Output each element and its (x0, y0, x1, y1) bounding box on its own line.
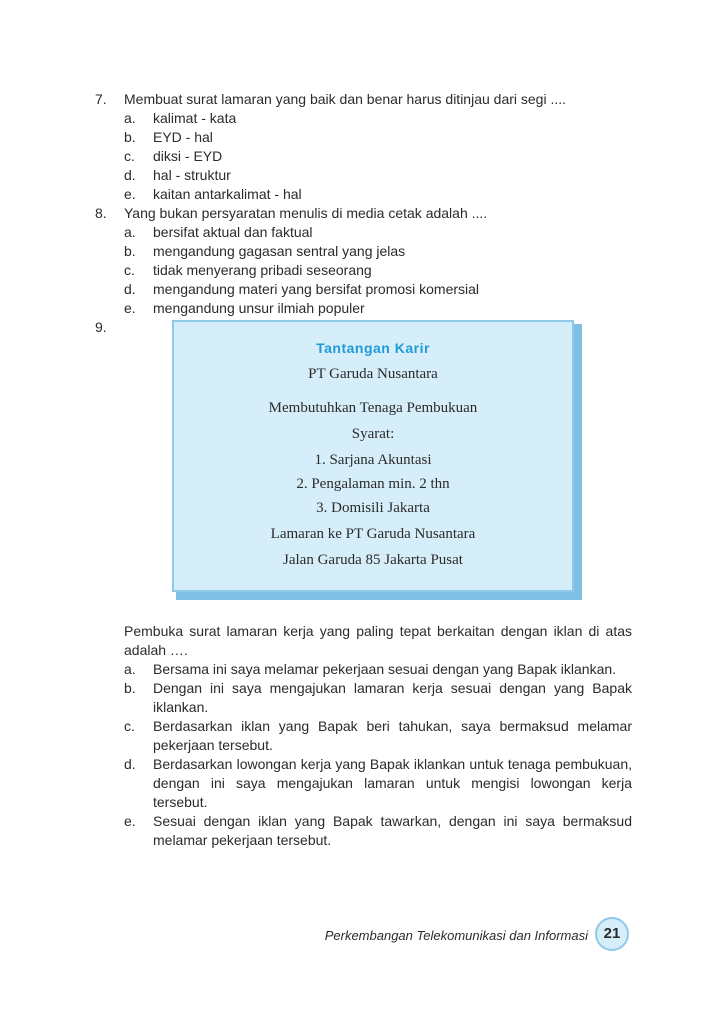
option-a: a. bersifat aktual dan faktual (124, 224, 313, 240)
ad-address: Jalan Garuda 85 Jakarta Pusat (283, 552, 463, 568)
ad-apply-to: Lamaran ke PT Garuda Nusantara (270, 526, 476, 542)
option-a: a. Bersama ini saya melamar pekerjaan sesuai dengan yang Bapak iklankan. (124, 661, 617, 677)
ad-requirement-2: 2. Pengalaman min. 2 thn (296, 476, 450, 492)
option-e: e. Sesuai dengan iklan yang Bapak tawarkan, dengan ini saya bermaksud melamar pekerjaan tersebut. (124, 813, 632, 848)
ad-title: Tantangan Karir (316, 340, 430, 356)
option-e: e. kaitan antarkalimat - hal (124, 186, 302, 202)
option-d: d. Berdasarkan lowongan kerja yang Bapak iklankan untuk tenaga pembukuan, dengan ini saya mengajukan lamaran untuk mengisi lowongan kerja tersebut. (124, 756, 632, 810)
question-number: 7. (95, 91, 107, 107)
option-a: a. kalimat - kata (124, 110, 237, 126)
option-b: b. Dengan ini saya mengajukan lamaran kerja sesuai dengan yang Bapak iklankan. (124, 680, 632, 715)
question-number: 9. (95, 319, 107, 335)
ad-requirement-3: 3. Domisili Jakarta (316, 500, 430, 516)
option-d: d. mengandung materi yang bersifat promosi komersial (124, 281, 480, 297)
ad-requirement-1: 1. Sarjana Akuntasi (314, 452, 432, 468)
option-c: c. tidak menyerang pribadi seseorang (124, 262, 372, 278)
ad-company: PT Garuda Nusantara (308, 366, 438, 382)
ad-requirements-label: Syarat: (351, 426, 395, 442)
option-d: d. hal - struktur (124, 167, 231, 183)
option-c: c. Berdasarkan iklan yang Bapak beri tahukan, saya bermaksud melamar pekerjaan tersebut. (124, 718, 632, 753)
page-number: 21 (595, 917, 629, 951)
question-stem: Pembuka surat lamaran kerja yang paling tepat berkaitan dengan iklan di atas adalah …. (124, 623, 632, 658)
chapter-title: Perkembangan Telekomunikasi dan Informasi (324, 928, 588, 943)
option-b: b. EYD - hal (124, 129, 213, 145)
option-b: b. mengandung gagasan sentral yang jelas (124, 243, 406, 259)
job-ad-box (172, 320, 574, 592)
ad-position: Membutuhkan Tenaga Pembukuan (268, 400, 478, 416)
question-number: 8. (95, 205, 107, 221)
option-c: c. diksi - EYD (124, 148, 223, 164)
option-e: e. mengandung unsur ilmiah populer (124, 300, 365, 316)
question-text: Yang bukan persyaratan menulis di media cetak adalah .... (124, 205, 488, 221)
question-text: Membuat surat lamaran yang baik dan benar harus ditinjau dari segi .... (124, 91, 567, 107)
